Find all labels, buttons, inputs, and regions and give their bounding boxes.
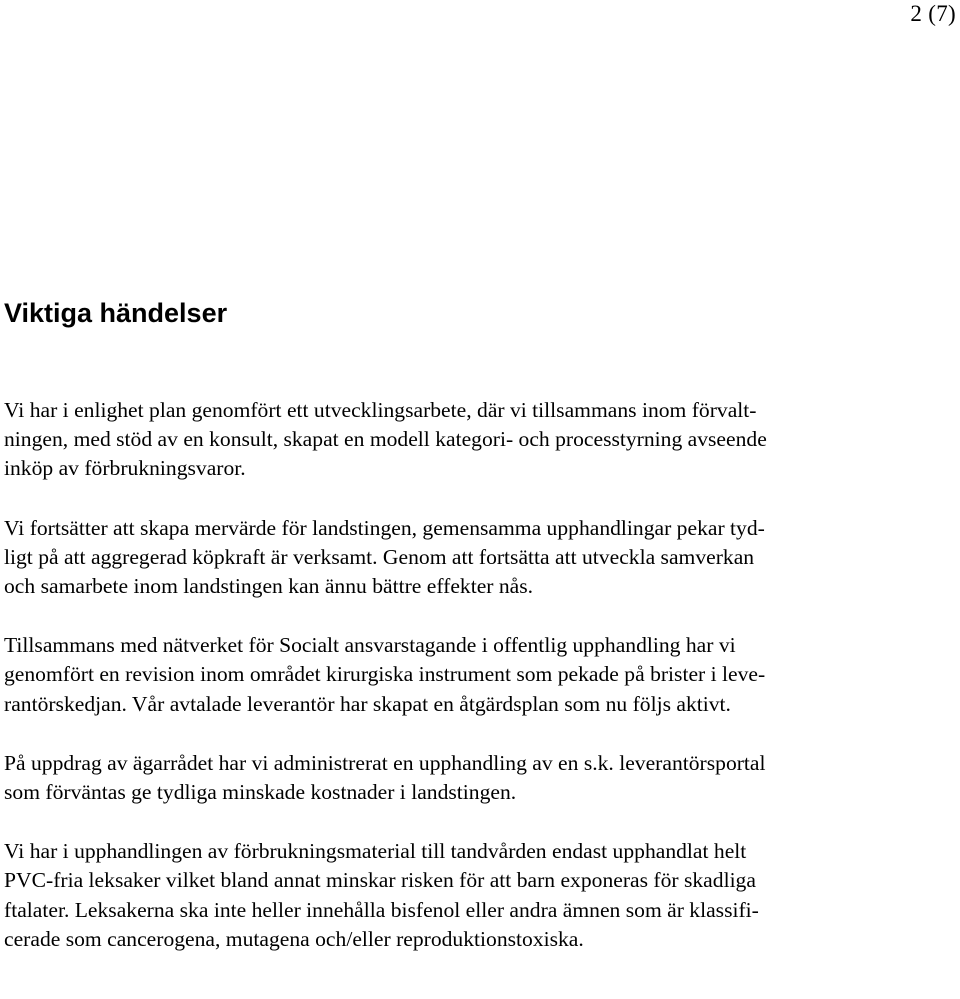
text-line: ningen, med stöd av en konsult, skapat en modell kategori- och processtyrning avseende — [4, 427, 767, 452]
text-line: Vi har i enlighet plan genomfört ett utvecklingsarbete, där vi tillsammans inom förvalt- — [4, 398, 757, 422]
paragraph — [4, 631, 956, 719]
paragraph — [4, 749, 956, 807]
text-line: Tillsammans med nätverket för Socialt ansvarstagande i offentlig upphandling har vi — [4, 633, 736, 658]
page-number: 2 (7) — [910, 1, 956, 26]
text-line: rantörskedjan. Vår avtalade leverantör har skapat en åtgärdsplan som nu följs aktivt. — [4, 691, 731, 716]
text-line: ligt på att aggregerad köpkraft är verksamt. Genom att fortsätta att utveckla samverkan — [4, 544, 755, 569]
text-line: ftalater. Leksakerna ska inte heller innehålla bisfenol eller andra ämnen som är klassifi- — [4, 897, 759, 922]
text-line: cerade som cancerogena, mutagena och/eller reproduktionstoxiska. — [4, 926, 584, 951]
text-line: PVC-fria leksaker vilket bland annat minskar risken för att barn exponeras för skadliga — [4, 868, 756, 893]
text-line: På uppdrag av ägarrådet har vi administrerat en upphandling av en s.k. leverantörsportal — [4, 750, 766, 775]
body-text — [4, 396, 956, 984]
paragraph — [4, 514, 956, 602]
paragraph — [4, 837, 956, 954]
text-line: och samarbete inom landstingen kan ännu bättre effekter nås. — [4, 574, 534, 599]
text-line: inköp av förbrukningsvaror. — [4, 456, 246, 481]
section-heading: Viktiga händelser — [4, 298, 228, 328]
text-line: genomfört en revision inom området kirurgiska instrument som pekade på brister i leve- — [4, 662, 766, 687]
text-line: som förväntas ge tydliga minskade kostnader i landstingen. — [4, 780, 517, 805]
text-line: Vi fortsätter att skapa mervärde för landstingen, gemensamma upphandlingar pekar tyd- — [4, 515, 765, 540]
paragraph — [4, 396, 956, 484]
text-line: Vi har i upphandlingen av förbrukningsmaterial till tandvården endast upphandlat helt — [4, 839, 747, 864]
